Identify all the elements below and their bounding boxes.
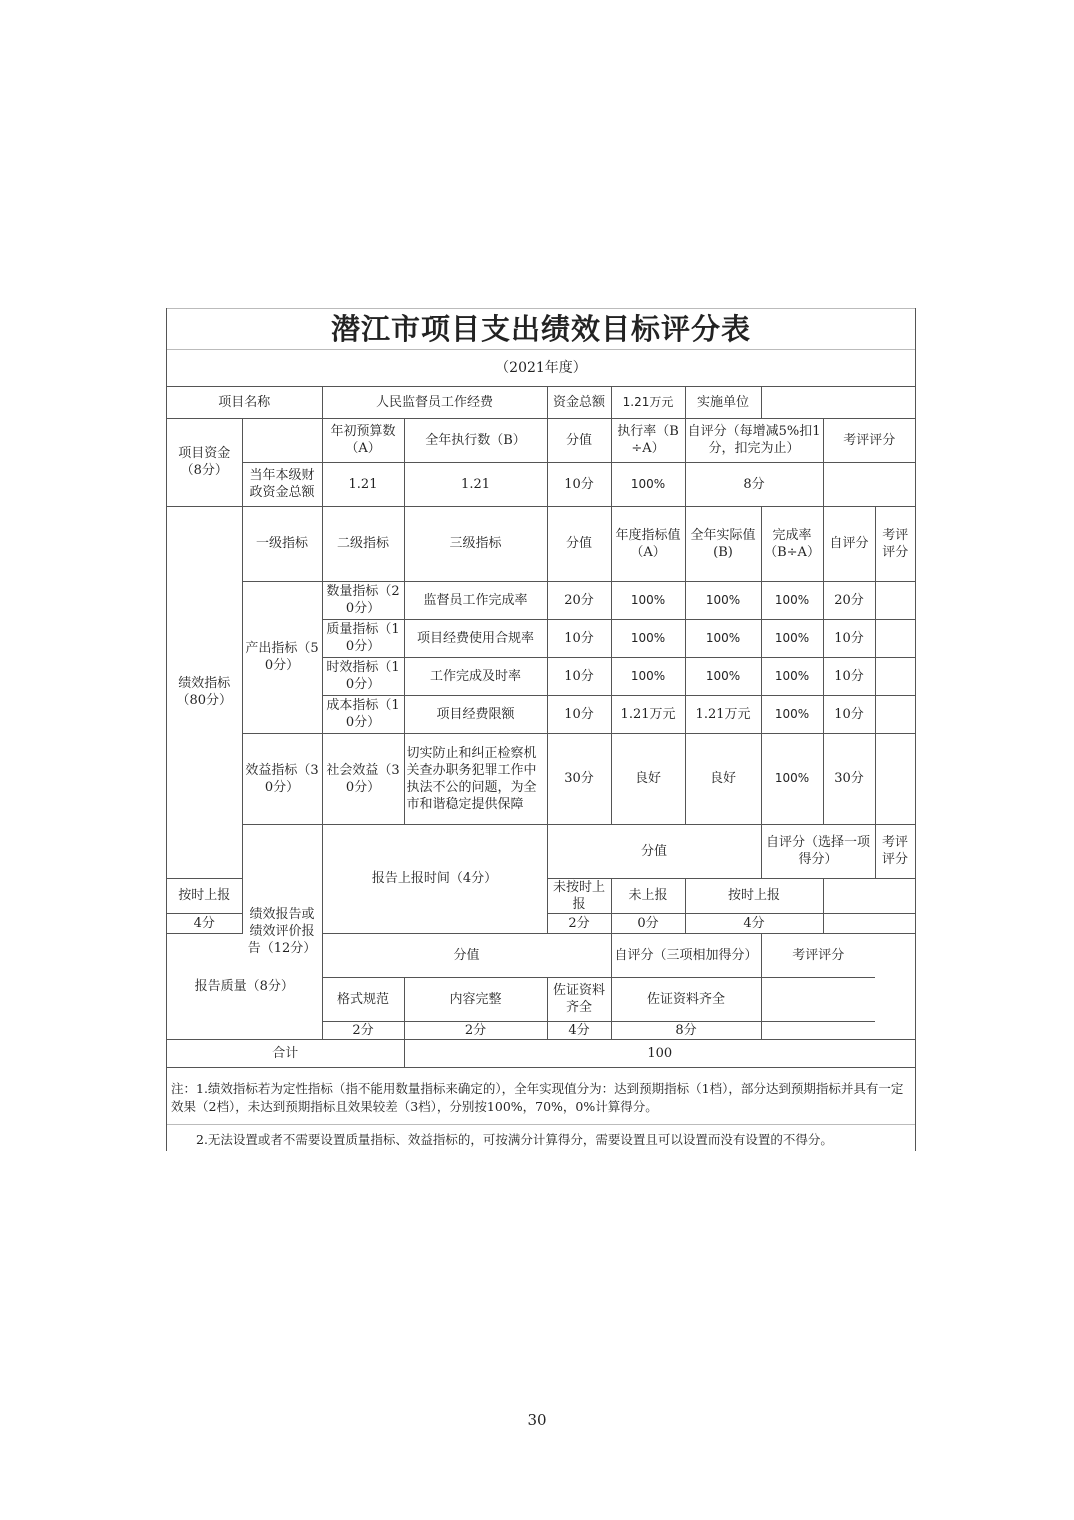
- score-cell: 30分: [547, 733, 611, 824]
- sheet-title: 潜江市项目支出绩效目标评分表: [167, 308, 915, 350]
- time-review-value: [823, 913, 915, 933]
- col-rate: 执行率（B÷A）: [611, 418, 685, 462]
- header-review: 考评评分: [875, 506, 915, 581]
- quality-value: 2分: [322, 1021, 404, 1039]
- score-table: [167, 387, 915, 1068]
- actual-cell: 良好: [685, 733, 761, 824]
- col-review: 考评评分: [823, 418, 915, 462]
- time-self: 按时上报: [685, 878, 823, 913]
- score-cell: 20分: [547, 581, 611, 619]
- unit-value: [761, 387, 915, 418]
- report-quality-score-header: 分值: [322, 933, 611, 977]
- quality-option: 格式规范: [322, 977, 404, 1021]
- target-cell: 1.21万元: [611, 695, 685, 733]
- completion-cell: 100%: [761, 581, 823, 619]
- score-sheet: [166, 308, 916, 1151]
- quality-self: 佐证资料齐全: [611, 977, 761, 1021]
- time-value: 0分: [611, 913, 685, 933]
- score-cell: 10分: [547, 619, 611, 657]
- unit-label: 实施单位: [685, 387, 761, 418]
- report-quality-self-header: 自评分（三项相加得分）: [611, 933, 761, 977]
- actual-cell: 100%: [685, 581, 761, 619]
- perf-section-label: 绩效指标（80分）: [167, 506, 242, 878]
- quality-value: 4分: [547, 1021, 611, 1039]
- col-self: 自评分（每增减5%扣1分，扣完为止）: [685, 418, 823, 462]
- quality-review-cell: [761, 977, 875, 1021]
- header-level3: 三级指标: [404, 506, 547, 581]
- quality-option: 内容完整: [404, 977, 547, 1021]
- funds-self: 8分: [685, 462, 823, 506]
- table-row: [167, 733, 915, 824]
- target-cell: 良好: [611, 733, 685, 824]
- score-cell: 10分: [547, 657, 611, 695]
- quality-value: 2分: [404, 1021, 547, 1039]
- self-cell: 10分: [823, 619, 875, 657]
- page-number: 30: [527, 1411, 547, 1429]
- header-self: 自评分: [823, 506, 875, 581]
- funds-exec: 1.21: [404, 462, 547, 506]
- header-completion: 完成率（B÷A）: [761, 506, 823, 581]
- notes: [167, 1068, 915, 1151]
- total-label: 合计: [167, 1039, 404, 1067]
- funds-section-label: 项目资金（8分）: [167, 418, 242, 506]
- target-cell: 100%: [611, 581, 685, 619]
- funds-row-label: 当年本级财政资金总额: [242, 462, 322, 506]
- col-exec: 全年执行数（B）: [404, 418, 547, 462]
- note-2: 2.无法设置或者不需要设置质量指标、效益指标的，可按满分计算得分，需要设置且可以设置而没有设置的不得分。: [196, 1131, 833, 1147]
- report-time-score-header: 分值: [547, 824, 761, 878]
- time-review-cell: [823, 878, 915, 913]
- target-cell: 100%: [611, 657, 685, 695]
- total-funds-value: 1.21万元: [611, 387, 685, 418]
- self-cell: 10分: [823, 657, 875, 695]
- report-time-header-row: [167, 824, 915, 878]
- sheet-year: （2021年度）: [167, 350, 915, 387]
- self-cell: 10分: [823, 695, 875, 733]
- funds-review: [823, 462, 915, 506]
- level3-cell: 工作完成及时率: [404, 657, 547, 695]
- header-level1: 一级指标: [242, 506, 322, 581]
- funds-score: 10分: [547, 462, 611, 506]
- level3-cell: 切实防止和纠正检察机关查办职务犯罪工作中执法不公的问题，为全市和谐稳定提供保障: [404, 733, 547, 824]
- output-label: 产出指标（50分）: [242, 581, 322, 733]
- project-header-row: [167, 387, 915, 418]
- project-name: 人民监督员工作经费: [322, 387, 547, 418]
- col-score: 分值: [547, 418, 611, 462]
- funds-blank-cell: [242, 418, 322, 462]
- time-option: 未上报: [611, 878, 685, 913]
- time-value: 4分: [167, 913, 242, 933]
- level3-cell: 监督员工作完成率: [404, 581, 547, 619]
- funds-value-row: [167, 462, 915, 506]
- actual-cell: 100%: [685, 619, 761, 657]
- review-cell: [875, 695, 915, 733]
- total-value: 100: [404, 1039, 915, 1067]
- funds-header-row: [167, 418, 915, 462]
- header-actual: 全年实际值(B): [685, 506, 761, 581]
- report-section-label: 绩效报告或绩效评价报告（12分）: [242, 824, 322, 1039]
- report-time-self-header: 自评分（选择一项得分）: [761, 824, 875, 878]
- level2-cell: 时效指标（10分）: [322, 657, 404, 695]
- level3-cell: 项目经费使用合规率: [404, 619, 547, 657]
- completion-cell: 100%: [761, 657, 823, 695]
- time-option: 未按时上报: [547, 878, 611, 913]
- total-row: [167, 1039, 915, 1067]
- review-cell: [875, 657, 915, 695]
- review-cell: [875, 619, 915, 657]
- project-name-label: 项目名称: [167, 387, 322, 418]
- review-cell: [875, 733, 915, 824]
- level2-cell: 质量指标（10分）: [322, 619, 404, 657]
- actual-cell: 1.21万元: [685, 695, 761, 733]
- header-target: 年度指标值（A）: [611, 506, 685, 581]
- target-cell: 100%: [611, 619, 685, 657]
- level2-cell: 数量指标（20分）: [322, 581, 404, 619]
- note-1: 注：1.绩效指标若为定性指标（指不能用数量指标来确定的），全年实现值分为：达到预期指标（1档），部分达到预期指标并具有一定效果（2档），未达到预期指标且效果较差（3档），分别按100%，70%，0%计算得分。: [167, 1068, 915, 1125]
- self-cell: 30分: [823, 733, 875, 824]
- header-score: 分值: [547, 506, 611, 581]
- time-value: 2分: [547, 913, 611, 933]
- quality-self-value: 8分: [611, 1021, 761, 1039]
- completion-cell: 100%: [761, 733, 823, 824]
- time-self-value: 4分: [685, 913, 823, 933]
- time-option: 按时上报: [167, 878, 242, 913]
- level2-cell: 社会效益（30分）: [322, 733, 404, 824]
- perf-header-row: [167, 506, 915, 581]
- review-cell: [875, 581, 915, 619]
- self-cell: 20分: [823, 581, 875, 619]
- total-funds-label: 资金总额: [547, 387, 611, 418]
- header-level2: 二级指标: [322, 506, 404, 581]
- actual-cell: 100%: [685, 657, 761, 695]
- report-quality-review-header: 考评评分: [761, 933, 875, 977]
- funds-budget: 1.21: [322, 462, 404, 506]
- level3-cell: 项目经费限额: [404, 695, 547, 733]
- score-cell: 10分: [547, 695, 611, 733]
- level2-cell: 成本指标（10分）: [322, 695, 404, 733]
- table-row: [167, 581, 915, 619]
- report-quality-label: 报告质量（8分）: [167, 933, 322, 1039]
- completion-cell: 100%: [761, 619, 823, 657]
- benefit-label: 效益指标（30分）: [242, 733, 322, 824]
- quality-review-value: [761, 1021, 875, 1039]
- funds-rate: 100%: [611, 462, 685, 506]
- quality-option: 佐证资料齐全: [547, 977, 611, 1021]
- report-time-review-header: 考评评分: [875, 824, 915, 878]
- report-time-label: 报告上报时间（4分）: [322, 824, 547, 933]
- completion-cell: 100%: [761, 695, 823, 733]
- col-budget: 年初预算数（A）: [322, 418, 404, 462]
